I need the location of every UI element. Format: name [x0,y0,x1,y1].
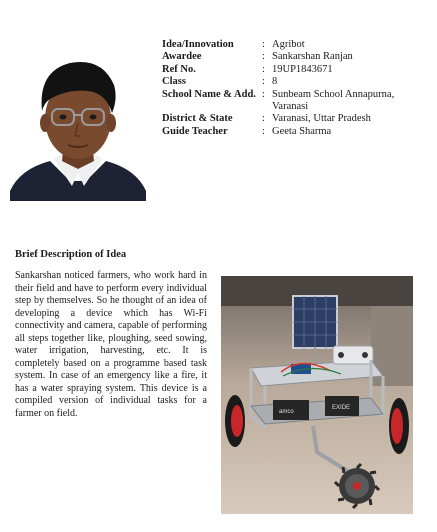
profile-row-idea [162,39,430,51]
separator: : [262,39,265,50]
school-label: School Name & Add. [162,88,256,100]
project-photo [221,276,413,514]
description-paragraph: Sankarshan noticed farmers, who work hard in their field and have to perform every individual step by themselves. So he thought of an idea of developing a device which has Wi-Fi connectivity and camera, capable of performing all steps together like, ploughing, seed sowing, water irrigation, harvesting, etc. It is completely based on a programme based task system. In case of an emergency like a fire, it has a water spraying system. This device is a compiled version of individual tasks for a farmer on field. [15,270,207,419]
agribot-photo-image [221,276,413,514]
ref-label: Ref No. [162,63,196,75]
separator: : [262,113,265,125]
district-label: District & State [162,113,233,125]
profile-row-awardee [162,51,430,63]
section-title: Brief Description of Idea [15,249,127,260]
separator: : [262,88,265,100]
awardee-value: Sankarshan Ranjan [272,51,353,63]
class-value: 8 [272,76,278,88]
profile-row-school [162,89,430,114]
left-wheel [225,395,245,447]
separator: : [262,125,265,137]
idea-label: Idea/Innovation [162,39,234,50]
separator: : [262,76,265,88]
guide-value: Geeta Sharma [272,125,332,137]
profile-row-class [162,76,430,88]
idea-value: Agribot [272,39,305,50]
battery-label-amco: amco [279,409,294,415]
right-wheel [389,398,409,454]
school-value: Sunbeam School Annapurna, Varanasi [272,88,395,113]
class-label: Class [162,76,186,88]
profile-row-guide [162,126,430,138]
profile-row-ref [162,64,430,76]
guide-label: Guide Teacher [162,125,228,137]
student-portrait-image [10,41,146,201]
student-portrait [10,41,146,201]
profile-info-table [162,39,430,138]
district-value: Varanasi, Uttar Pradesh [272,113,371,125]
separator: : [262,63,265,75]
ref-value: 19UP1843671 [272,63,333,75]
separator: : [262,51,265,63]
awardee-label: Awardee [162,51,202,63]
battery-label-exide: EXIDE [332,405,351,411]
profile-row-district [162,113,430,125]
